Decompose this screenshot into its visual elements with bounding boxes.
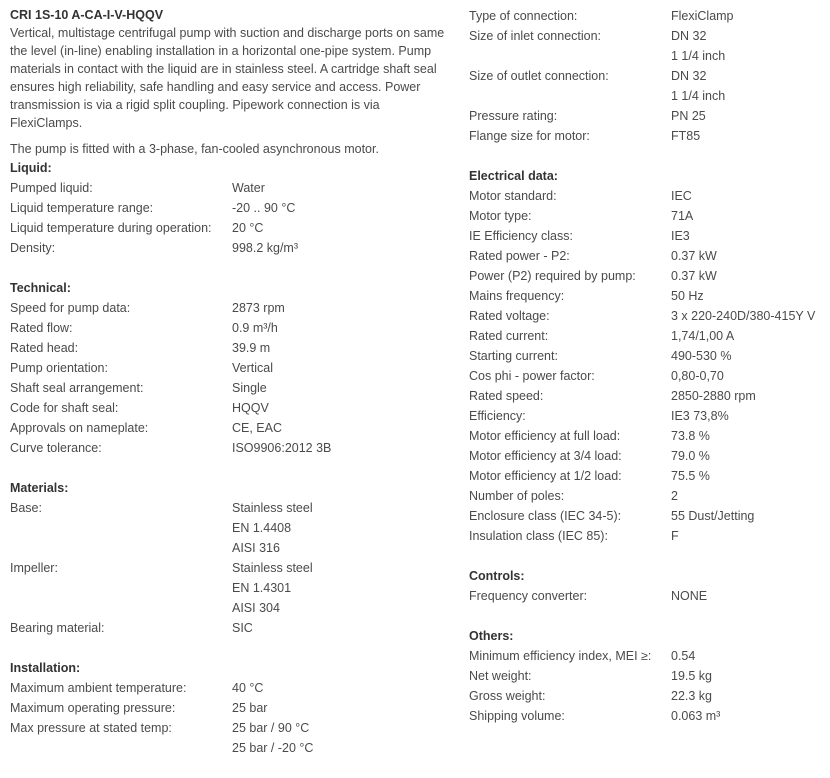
spec-row xyxy=(469,286,830,306)
spec-value: 0.37 kW xyxy=(671,249,717,263)
spec-label: Shaft seal arrangement: xyxy=(10,381,144,395)
spec-label: Pressure rating: xyxy=(469,109,558,123)
spec-value: 0.54 xyxy=(671,649,696,663)
spec-value: 25 bar / -20 °C xyxy=(232,741,314,755)
spec-row xyxy=(469,66,830,106)
spec-label: Rated current: xyxy=(469,329,549,343)
spec-value: PN 25 xyxy=(671,109,706,123)
section-spacer xyxy=(10,758,450,778)
spec-row xyxy=(10,238,450,258)
spec-value: 71A xyxy=(671,209,694,223)
spec-values xyxy=(671,706,830,726)
spec-value: 73.8 % xyxy=(671,429,710,443)
section-controls xyxy=(469,566,830,626)
spec-label: Efficiency: xyxy=(469,409,526,423)
spec-row xyxy=(469,386,830,406)
left-column xyxy=(10,0,450,778)
spec-row xyxy=(469,346,830,366)
left-sections xyxy=(10,158,450,778)
spec-value: 0,80-0,70 xyxy=(671,369,724,383)
spec-label: Cos phi - power factor: xyxy=(469,369,595,383)
spec-label: Motor efficiency at 3/4 load: xyxy=(469,449,622,463)
spec-row xyxy=(10,218,450,238)
spec-values xyxy=(671,466,830,486)
spec-value: AISI 316 xyxy=(232,541,280,555)
spec-values xyxy=(671,226,830,246)
spec-row xyxy=(10,418,450,438)
spec-values xyxy=(232,678,450,698)
spec-values xyxy=(232,358,450,378)
spec-label: Motor efficiency at 1/2 load: xyxy=(469,469,622,483)
spec-values xyxy=(232,318,450,338)
section-electrical-data xyxy=(469,166,830,566)
spec-values xyxy=(232,198,450,218)
spec-label: Enclosure class (IEC 34-5): xyxy=(469,509,622,523)
spec-label: Rated flow: xyxy=(10,321,73,335)
spec-row xyxy=(469,106,830,126)
spec-row xyxy=(10,498,450,558)
spec-row xyxy=(469,646,830,666)
spec-row xyxy=(469,306,830,326)
spec-row xyxy=(469,686,830,706)
spec-value: 0.37 kW xyxy=(671,269,717,283)
spec-label: Size of outlet connection: xyxy=(469,69,609,83)
spec-value: ISO9906:2012 3B xyxy=(232,441,332,455)
section-materials xyxy=(10,478,450,658)
spec-values xyxy=(671,646,830,666)
spec-label: Impeller: xyxy=(10,561,58,575)
spec-row xyxy=(10,198,450,218)
spec-label: Pump orientation: xyxy=(10,361,108,375)
spec-label: Rated power - P2: xyxy=(469,249,570,263)
spec-label: Rated head: xyxy=(10,341,79,355)
spec-values xyxy=(671,366,830,386)
spec-value: 2 xyxy=(671,489,678,503)
spec-values xyxy=(671,686,830,706)
spec-value: FT85 xyxy=(671,129,701,143)
spec-value: 490-530 % xyxy=(671,349,732,363)
spec-values xyxy=(671,346,830,366)
spec-values xyxy=(671,246,830,266)
spec-value: Stainless steel xyxy=(232,501,313,515)
spec-label: Curve tolerance: xyxy=(10,441,102,455)
section-technical xyxy=(10,278,450,478)
spec-label: Pumped liquid: xyxy=(10,181,93,195)
spec-label: Rated voltage: xyxy=(469,309,550,323)
spec-value: HQQV xyxy=(232,401,269,415)
spec-value: 39.9 m xyxy=(232,341,271,355)
spec-label: Rated speed: xyxy=(469,389,544,403)
spec-value: CE, EAC xyxy=(232,421,283,435)
spec-value: EN 1.4408 xyxy=(232,521,292,535)
spec-values xyxy=(671,126,830,146)
spec-label: Type of connection: xyxy=(469,9,578,23)
spec-row xyxy=(469,206,830,226)
spec-label: Motor efficiency at full load: xyxy=(469,429,621,443)
section-spacer xyxy=(469,146,830,166)
spec-row xyxy=(10,378,450,398)
spec-row xyxy=(469,666,830,686)
spec-row xyxy=(469,466,830,486)
spec-values xyxy=(232,298,450,318)
section-spacer xyxy=(469,546,830,566)
spec-value: IE3 xyxy=(671,229,690,243)
spec-values xyxy=(232,378,450,398)
spec-values xyxy=(671,306,830,326)
spec-value: 1,74/1,00 A xyxy=(671,329,735,343)
section-spacer xyxy=(10,458,450,478)
right-column xyxy=(469,0,830,746)
spec-values xyxy=(671,186,830,206)
spec-value: 1 1/4 inch xyxy=(671,49,726,63)
spec-value: Stainless steel xyxy=(232,561,313,575)
spec-values xyxy=(671,286,830,306)
spec-label: Flange size for motor: xyxy=(469,129,590,143)
spec-row xyxy=(469,426,830,446)
spec-label: Shipping volume: xyxy=(469,709,565,723)
spec-row xyxy=(469,406,830,426)
right-sections xyxy=(469,6,830,746)
section-title: Others: xyxy=(469,629,514,643)
spec-row xyxy=(469,266,830,286)
spec-values xyxy=(671,386,830,406)
spec-values xyxy=(671,406,830,426)
spec-value: 0.9 m³/h xyxy=(232,321,278,335)
spec-values xyxy=(232,558,450,618)
spec-values xyxy=(232,438,450,458)
spec-label: Liquid temperature during operation: xyxy=(10,221,212,235)
spec-row xyxy=(10,678,450,698)
spec-value: SIC xyxy=(232,621,253,635)
spec-value: 20 °C xyxy=(232,221,264,235)
spec-value: 19.5 kg xyxy=(671,669,713,683)
spec-values xyxy=(671,666,830,686)
spec-values xyxy=(671,526,830,546)
spec-label: Code for shaft seal: xyxy=(10,401,119,415)
spec-label: Net weight: xyxy=(469,669,532,683)
spec-row xyxy=(469,326,830,346)
section-title: Electrical data: xyxy=(469,169,558,183)
spec-values xyxy=(232,418,450,438)
section-title: Controls: xyxy=(469,569,525,583)
spec-row xyxy=(469,526,830,546)
spec-label: Insulation class (IEC 85): xyxy=(469,529,608,543)
spec-label: Approvals on nameplate: xyxy=(10,421,149,435)
spec-value: IE3 73,8% xyxy=(671,409,729,423)
spec-row xyxy=(469,226,830,246)
spec-label: Motor type: xyxy=(469,209,532,223)
spec-values xyxy=(671,266,830,286)
spec-values xyxy=(232,498,450,558)
spec-values xyxy=(671,66,830,106)
spec-values xyxy=(232,718,450,758)
spec-values xyxy=(671,26,830,66)
spec-row xyxy=(10,618,450,638)
spec-row xyxy=(469,366,830,386)
spec-row xyxy=(10,318,450,338)
spec-label: Starting current: xyxy=(469,349,558,363)
spec-label: Maximum ambient temperature: xyxy=(10,681,187,695)
spec-label: Maximum operating pressure: xyxy=(10,701,176,715)
spec-value: Single xyxy=(232,381,267,395)
section-title: Installation: xyxy=(10,661,81,675)
spec-value: AISI 304 xyxy=(232,601,280,615)
spec-value: 79.0 % xyxy=(671,449,710,463)
spec-value: 0.063 m³ xyxy=(671,709,721,723)
spec-label: Bearing material: xyxy=(10,621,105,635)
section-liquid xyxy=(10,158,450,278)
spec-row xyxy=(469,706,830,726)
section-spacer xyxy=(469,726,830,746)
spec-values xyxy=(232,698,450,718)
spec-values xyxy=(671,206,830,226)
spec-label: Power (P2) required by pump: xyxy=(469,269,636,283)
spec-value: F xyxy=(671,529,679,543)
spec-value: 40 °C xyxy=(232,681,264,695)
spec-label: Number of poles: xyxy=(469,489,565,503)
spec-label: Gross weight: xyxy=(469,689,546,703)
spec-row xyxy=(469,486,830,506)
spec-values xyxy=(671,586,830,606)
spec-value: EN 1.4301 xyxy=(232,581,292,595)
spec-label: Base: xyxy=(10,501,42,515)
spec-values xyxy=(671,486,830,506)
section-title: Liquid: xyxy=(10,161,52,175)
spec-row xyxy=(469,186,830,206)
spec-value: NONE xyxy=(671,589,708,603)
spec-label: Motor standard: xyxy=(469,189,557,203)
spec-values xyxy=(232,178,450,198)
spec-value: 22.3 kg xyxy=(671,689,713,703)
spec-value: 25 bar / 90 °C xyxy=(232,721,310,735)
spec-values xyxy=(671,506,830,526)
spec-values xyxy=(671,446,830,466)
spec-value: FlexiClamp xyxy=(671,9,734,23)
spec-row xyxy=(10,358,450,378)
spec-label: IE Efficiency class: xyxy=(469,229,573,243)
spec-value: 1 1/4 inch xyxy=(671,89,726,103)
spec-label: Liquid temperature range: xyxy=(10,201,154,215)
spec-row xyxy=(469,506,830,526)
spec-row xyxy=(10,558,450,618)
section-spacer xyxy=(10,258,450,278)
section-spacer xyxy=(10,638,450,658)
spec-values xyxy=(671,6,830,26)
spec-value: 25 bar xyxy=(232,701,268,715)
spec-value: Water xyxy=(232,181,265,195)
spec-row xyxy=(10,178,450,198)
spec-values xyxy=(232,618,450,638)
spec-value: 998.2 kg/m³ xyxy=(232,241,299,255)
spec-value: DN 32 xyxy=(671,69,707,83)
section-installation xyxy=(10,658,450,778)
section-spacer xyxy=(469,606,830,626)
motor-description: The pump is fitted with a 3-phase, fan-cooled asynchronous motor. xyxy=(10,142,379,156)
spec-values xyxy=(232,398,450,418)
spec-values xyxy=(232,238,450,258)
spec-values xyxy=(671,106,830,126)
spec-row xyxy=(469,6,830,26)
spec-label: Frequency converter: xyxy=(469,589,588,603)
section-title: Technical: xyxy=(10,281,71,295)
product-description: Vertical, multistage centrifugal pump with suction and discharge ports on same the level (in-line) enabling installation in a horizontal one-pipe system. Pump materials in contact with the liquid are in stainless steel. A cartridge shaft seal ensures high reliability, safe handling and easy service and access. Power transmission is via a rigid split coupling. Pipework connection is via FlexiClamps. xyxy=(10,26,445,130)
spec-row xyxy=(469,126,830,146)
spec-value: Vertical xyxy=(232,361,273,375)
spec-values xyxy=(671,426,830,446)
spec-label: Mains frequency: xyxy=(469,289,565,303)
spec-row xyxy=(10,398,450,418)
spec-label: Density: xyxy=(10,241,56,255)
spec-values xyxy=(232,218,450,238)
spec-row xyxy=(10,718,450,758)
spec-row xyxy=(10,298,450,318)
spec-label: Minimum efficiency index, MEI ≥: xyxy=(469,649,652,663)
spec-label: Size of inlet connection: xyxy=(469,29,602,43)
spec-value: 2850-2880 rpm xyxy=(671,389,756,403)
spec-row xyxy=(469,446,830,466)
section-connections xyxy=(469,6,830,166)
spec-row xyxy=(469,26,830,66)
spec-row xyxy=(10,338,450,358)
spec-row xyxy=(469,586,830,606)
spec-value: 55 Dust/Jetting xyxy=(671,509,755,523)
spec-values xyxy=(671,326,830,346)
spec-values xyxy=(232,338,450,358)
spec-value: 50 Hz xyxy=(671,289,704,303)
section-others xyxy=(469,626,830,746)
spec-value: -20 .. 90 °C xyxy=(232,201,296,215)
spec-label: Max pressure at stated temp: xyxy=(10,721,172,735)
spec-value: 75.5 % xyxy=(671,469,710,483)
product-title: CRI 1S-10 A-CA-I-V-HQQV xyxy=(10,8,164,22)
section-title: Materials: xyxy=(10,481,69,495)
spec-row xyxy=(469,246,830,266)
spec-value: DN 32 xyxy=(671,29,707,43)
spec-row xyxy=(10,698,450,718)
spec-label: Speed for pump data: xyxy=(10,301,131,315)
spec-value: 2873 rpm xyxy=(232,301,285,315)
spec-value: 3 x 220-240D/380-415Y V xyxy=(671,309,816,323)
spec-row xyxy=(10,438,450,458)
spec-value: IEC xyxy=(671,189,692,203)
